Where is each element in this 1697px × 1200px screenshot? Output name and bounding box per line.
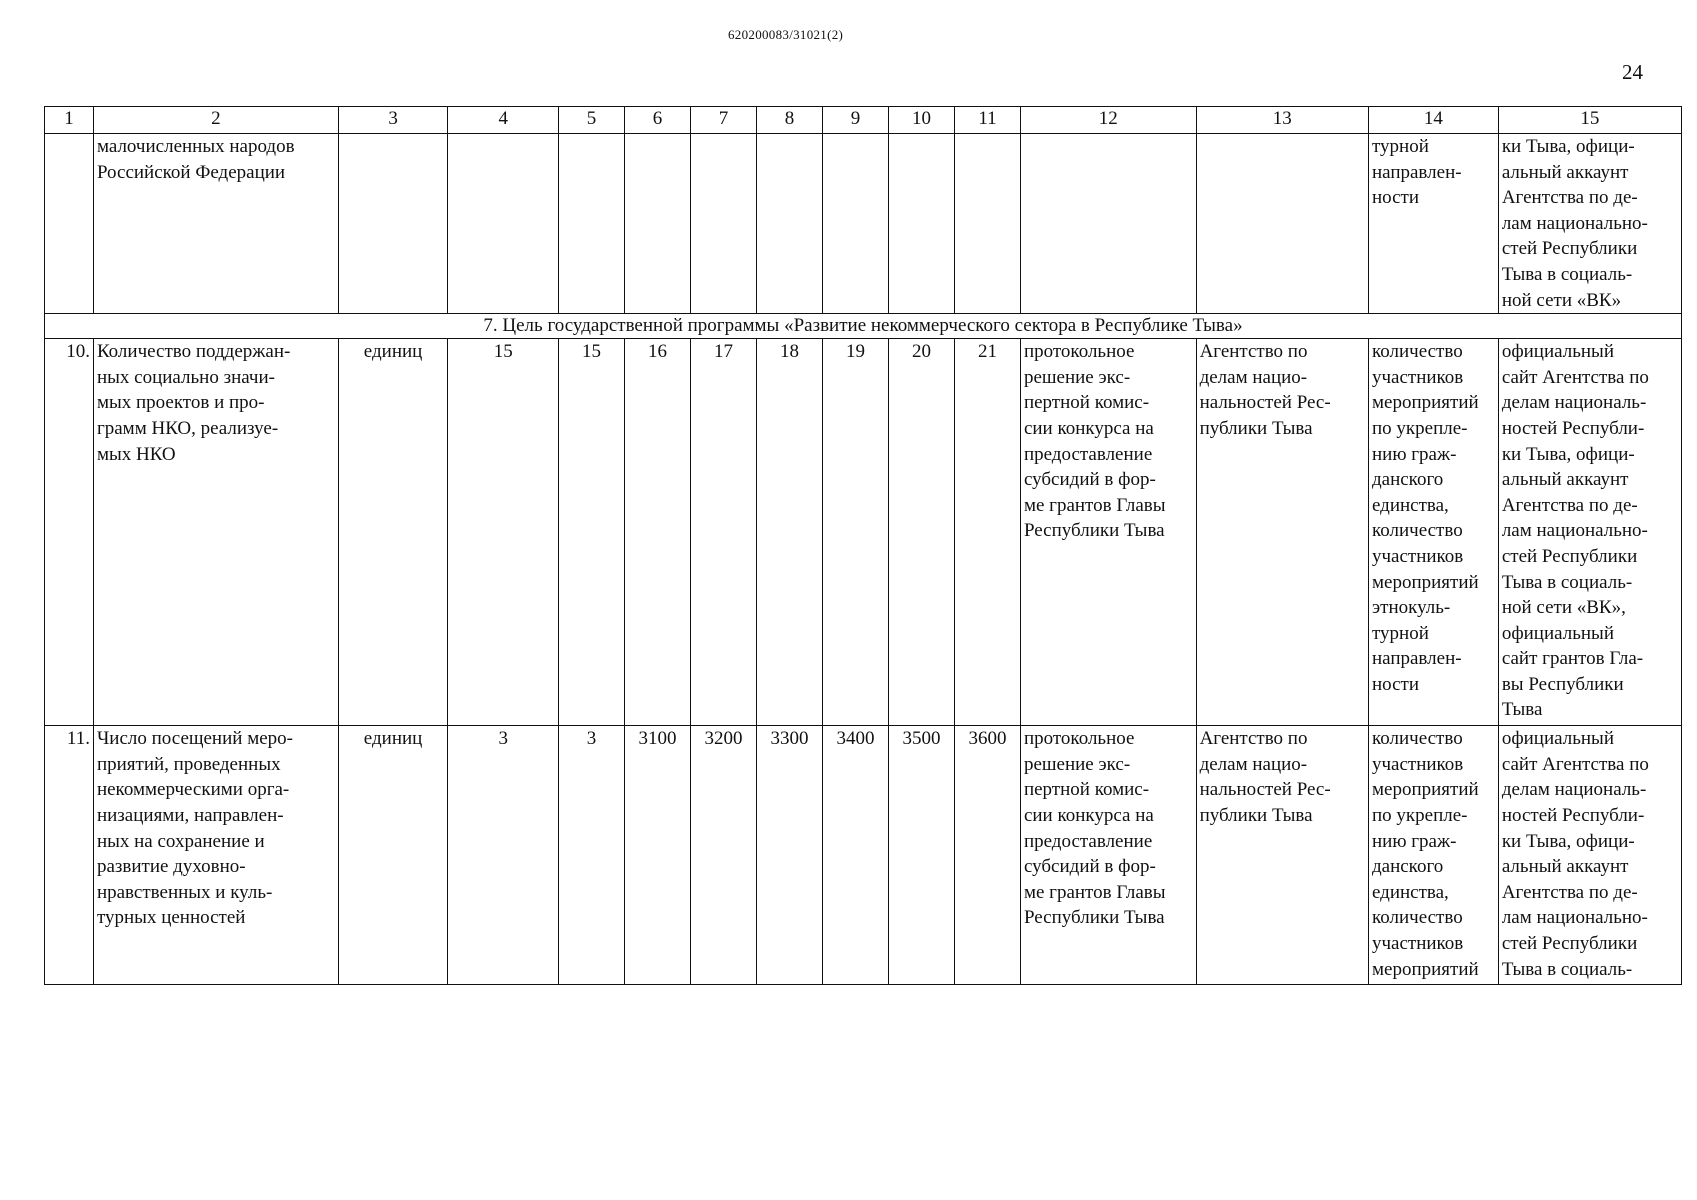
value-cell: 21 xyxy=(954,339,1020,726)
calculation-method-cell: протокольное решение экс- пертной комис- сии конкурса на предоставление субсидий в фор- ме грантов Главы Республики Тыва xyxy=(1020,339,1196,726)
responsible-cell: Агентство по делам нацио- нальностей Рес- публики Тыва xyxy=(1196,339,1368,726)
table-cell xyxy=(559,134,625,314)
indicators-table xyxy=(44,106,1682,985)
table-cell xyxy=(757,134,823,314)
column-header: 9 xyxy=(823,107,889,134)
table-cell xyxy=(1020,134,1196,314)
information-source-cell: официальный сайт Агентства по делам националь- ностей Республи- ки Тыва, офици- альный аккаунт Агентства по де- лам национально- стей Республики Тыва в социаль- ной сети «ВК», официальный сайт грантов Гла- вы Республики Тыва xyxy=(1498,339,1681,726)
value-cell: 3400 xyxy=(823,726,889,985)
column-header: 2 xyxy=(93,107,338,134)
table-row xyxy=(45,726,1682,985)
value-cell: 20 xyxy=(888,339,954,726)
column-header: 3 xyxy=(338,107,448,134)
row-number: 10. xyxy=(45,339,94,726)
value-cell: 3100 xyxy=(625,726,691,985)
unit-cell: единиц xyxy=(338,726,448,985)
indicator-description-cell: турной направлен- ности xyxy=(1368,134,1498,314)
table-cell xyxy=(823,134,889,314)
indicator-name-cell: малочисленных народов Российской Федерации xyxy=(93,134,338,314)
indicator-description-cell: количество участников мероприятий по укрепле- нию граж- данского единства, количество участников мероприятий xyxy=(1368,726,1498,985)
column-header: 6 xyxy=(625,107,691,134)
column-header: 8 xyxy=(757,107,823,134)
goal-row xyxy=(45,314,1682,339)
column-header: 5 xyxy=(559,107,625,134)
table-cell xyxy=(625,134,691,314)
table-cell xyxy=(691,134,757,314)
value-cell: 16 xyxy=(625,339,691,726)
column-header: 12 xyxy=(1020,107,1196,134)
column-header: 10 xyxy=(888,107,954,134)
row-number: 11. xyxy=(45,726,94,985)
table-cell xyxy=(888,134,954,314)
value-cell: 3600 xyxy=(954,726,1020,985)
information-source-cell: официальный сайт Агентства по делам националь- ностей Республи- ки Тыва, офици- альный аккаунт Агентства по де- лам национально- стей Республики Тыва в социаль- xyxy=(1498,726,1681,985)
value-cell: 15 xyxy=(448,339,559,726)
table-cell xyxy=(45,134,94,314)
table-cell xyxy=(954,134,1020,314)
responsible-cell: Агентство по делам нацио- нальностей Рес- публики Тыва xyxy=(1196,726,1368,985)
table-cell xyxy=(448,134,559,314)
indicator-name-cell: Число посещений меро- приятий, проведенных некоммерческими орга- низациями, направлен- ных на сохранение и развитие духовно- нравственных и куль- турных ценностей xyxy=(93,726,338,985)
table-cell xyxy=(1196,134,1368,314)
column-header: 15 xyxy=(1498,107,1681,134)
page-number: 24 xyxy=(1622,60,1643,84)
column-header: 14 xyxy=(1368,107,1498,134)
table-cell xyxy=(338,134,448,314)
value-cell: 3200 xyxy=(691,726,757,985)
table-row xyxy=(45,339,1682,726)
column-header: 4 xyxy=(448,107,559,134)
table-row-continuation xyxy=(45,134,1682,314)
goal-heading: 7. Цель государственной программы «Развитие некоммерческого сектора в Республике Тыва» xyxy=(45,314,1682,339)
indicator-description-cell: количество участников мероприятий по укрепле- нию граж- данского единства, количество участников мероприятий этнокуль- турной направлен- ности xyxy=(1368,339,1498,726)
column-number-row xyxy=(45,107,1682,134)
column-header: 13 xyxy=(1196,107,1368,134)
value-cell: 15 xyxy=(559,339,625,726)
value-cell: 3 xyxy=(448,726,559,985)
value-cell: 3500 xyxy=(888,726,954,985)
column-header: 1 xyxy=(45,107,94,134)
value-cell: 3300 xyxy=(757,726,823,985)
unit-cell: единиц xyxy=(338,339,448,726)
column-header: 7 xyxy=(691,107,757,134)
information-source-cell: ки Тыва, офици- альный аккаунт Агентства по де- лам национально- стей Республики Тыва в социаль- ной сети «ВК» xyxy=(1498,134,1681,314)
calculation-method-cell: протокольное решение экс- пертной комис- сии конкурса на предоставление субсидий в фор- ме грантов Главы Республики Тыва xyxy=(1020,726,1196,985)
value-cell: 18 xyxy=(757,339,823,726)
value-cell: 17 xyxy=(691,339,757,726)
indicator-name-cell: Количество поддержан- ных социально значи- мых проектов и про- грамм НКО, реализуе- мых НКО xyxy=(93,339,338,726)
value-cell: 19 xyxy=(823,339,889,726)
document-code: 620200083/31021(2) xyxy=(728,27,844,42)
column-header: 11 xyxy=(954,107,1020,134)
value-cell: 3 xyxy=(559,726,625,985)
